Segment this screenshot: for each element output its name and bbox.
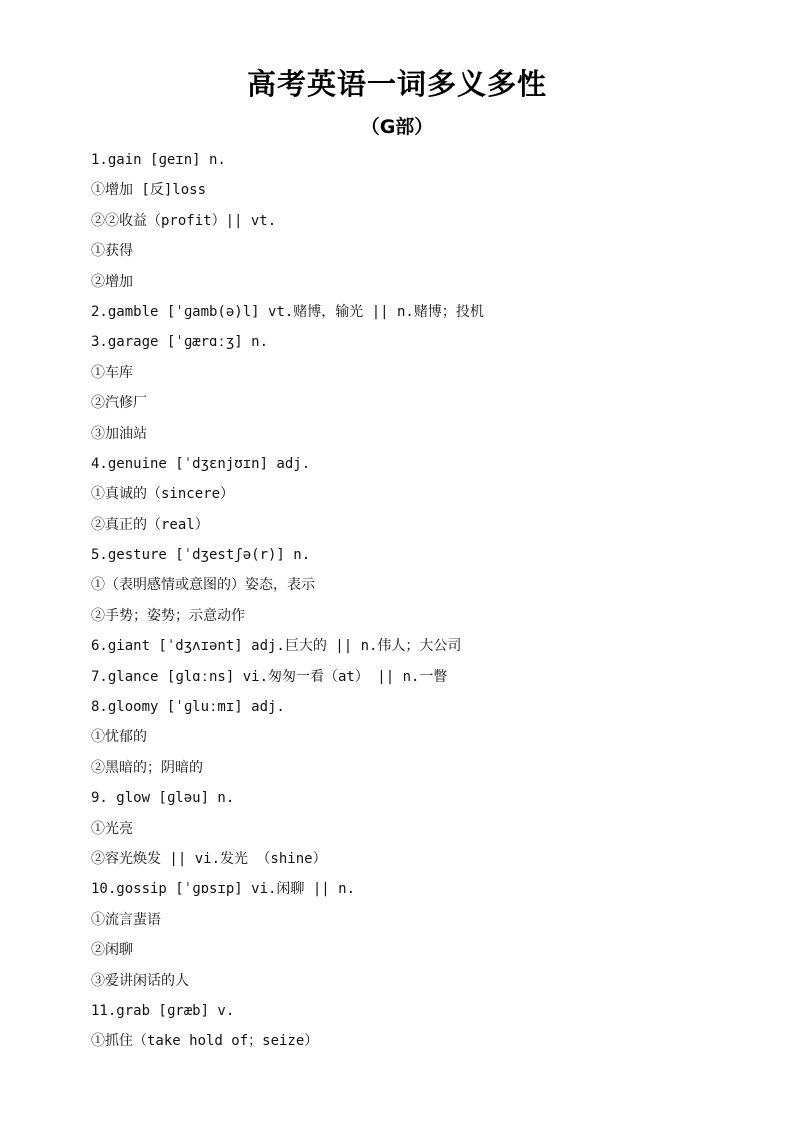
entry-line: ①忧郁的 (91, 729, 147, 746)
document-subtitle: （G部） (360, 116, 434, 138)
entry-line: ①真诚的（sincere） (91, 486, 235, 503)
entry-line: 8.gloomy [ˈɡluːmɪ] adj. (91, 699, 285, 716)
entry-list (91, 147, 751, 1059)
entry-line: 4.genuine [ˈdʒɛnjʊɪn] adj. (91, 455, 311, 472)
entry-line: 9. glow [ɡləu] n. (91, 790, 235, 807)
entry-line: 11.grab [ɡræb] v. (91, 1002, 235, 1019)
entry-line: ①光亮 (91, 820, 133, 837)
entry-line: 6.giant [ˈdʒʌɪənt] adj.巨大的 || n.伟人；大公司 (91, 638, 462, 655)
entry-line: ①（表明感情或意图的）姿态，表示 (91, 577, 315, 594)
entry-line: ②真正的（real） (91, 516, 209, 533)
entry-line: 7.glance [ɡlɑːns] vi.匆匆一看（at） || n.一瞥 (91, 668, 448, 685)
entry-line: ①获得 (91, 243, 133, 260)
entry-line: ③爱讲闲话的人 (91, 972, 189, 989)
entry-line: ②容光焕发 || vi.发光 （shine） (91, 850, 327, 867)
entry-line: 10.gossip [ˈɡɒsɪp] vi.闲聊 || n. (91, 881, 356, 898)
entry-line: 5.gesture [ˈdʒestʃə(r)] n. (91, 547, 311, 564)
entry-line: ①流言蜚语 (91, 911, 161, 928)
entry-line: ①抓住（take hold of；seize） (91, 1033, 319, 1050)
entry-line: ②增加 (91, 273, 133, 290)
entry-line: 3.garage [ˈɡærɑːʒ] n. (91, 334, 269, 351)
entry-line: ②汽修厂 (91, 395, 147, 412)
entry-line: ①增加 [反]loss (91, 182, 207, 199)
entry-line: ③加油站 (91, 425, 147, 442)
entry-line: ②手势；姿势；示意动作 (91, 607, 245, 624)
document-title: 高考英语一词多义多性 (246, 67, 547, 101)
entry-line: ②②收益（profit）|| vt. (91, 212, 277, 229)
entry-line: 1.gain [ɡeɪn] n. (91, 152, 226, 168)
entry-line: 2.gamble [ˈɡamb(ə)l] vt.赌博，输光 || n.赌博；投机 (91, 303, 484, 320)
entry-line: ②闲聊 (91, 942, 133, 959)
entry-line: ②黑暗的；阴暗的 (91, 759, 203, 776)
entry-line: ①车库 (91, 364, 133, 381)
